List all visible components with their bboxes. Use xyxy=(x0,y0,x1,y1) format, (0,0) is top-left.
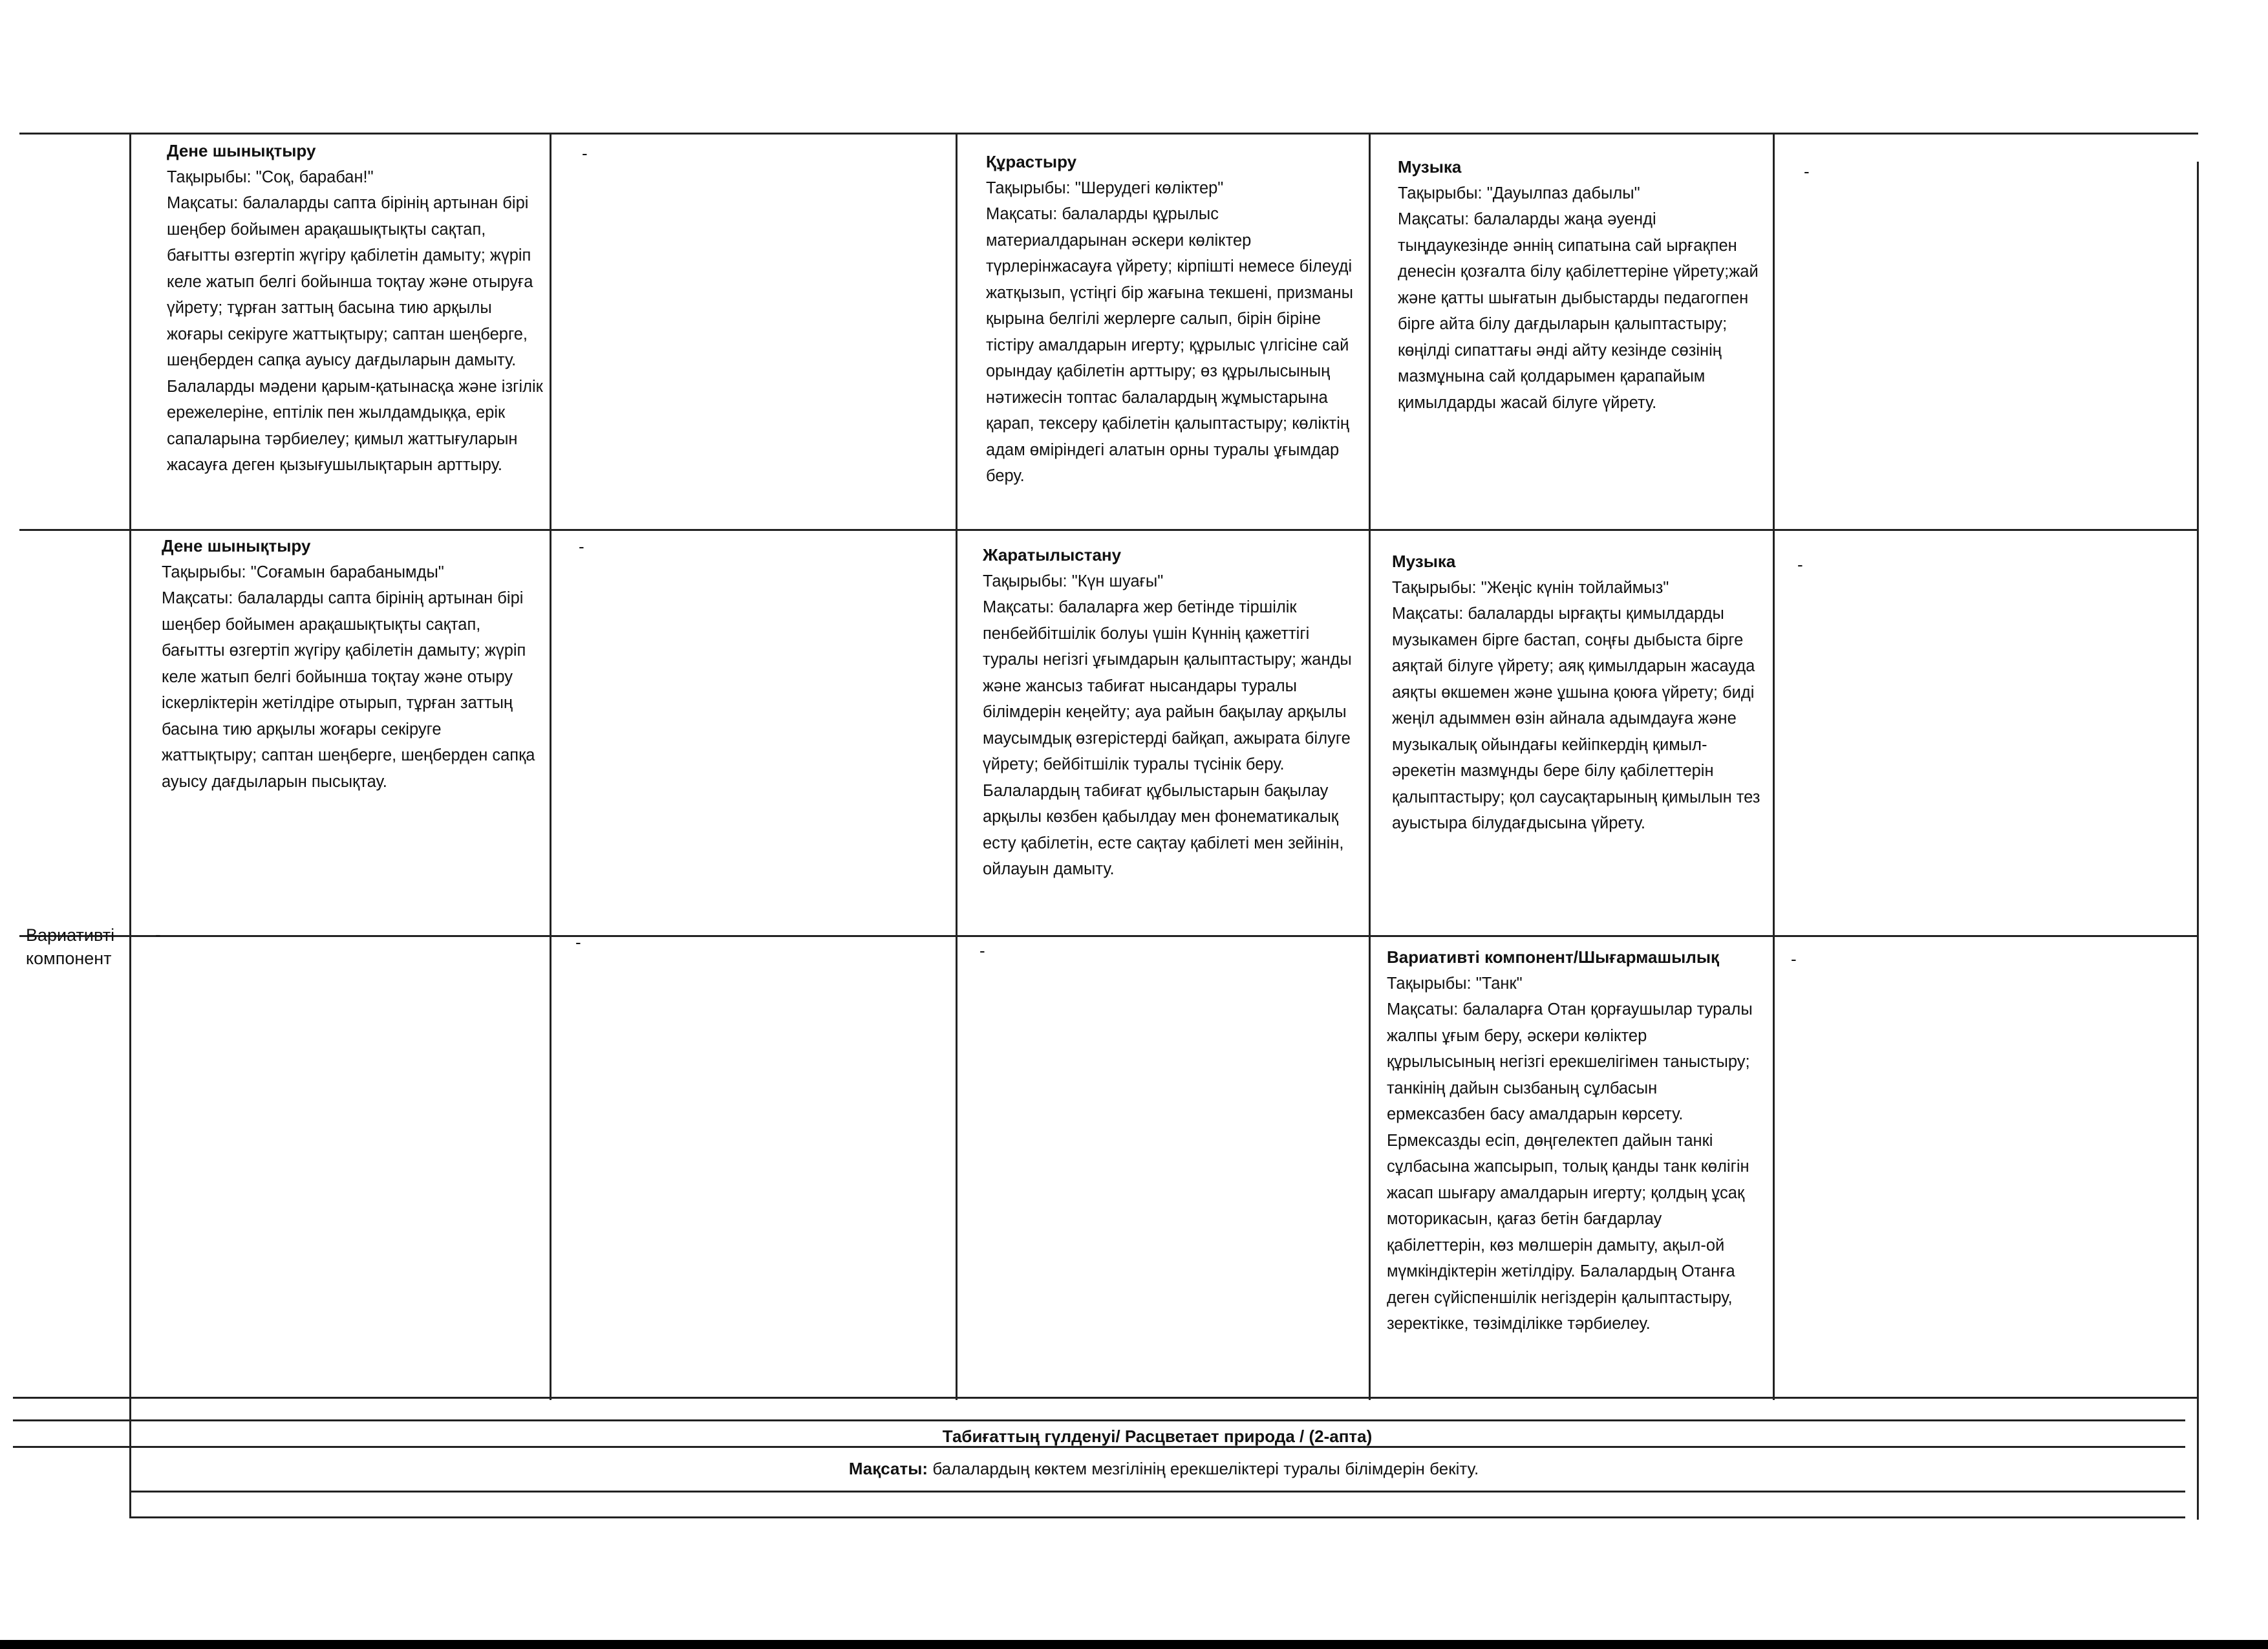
row-divider-1 xyxy=(19,529,2198,531)
lesson-cell xyxy=(1398,154,1770,416)
week-goal xyxy=(808,1458,1519,1480)
empty-cell-dash: - xyxy=(155,925,161,944)
lesson-goal: Мақсаты: балаларды сапта бірінің артынан бірі шеңбер бойымен арақашықтықты сақтап, бағытты өзгертіп жүгіру қабілетін дамыту; жүріп келе жатып белгі бойынша тоқтау және отыруға үйрету; тұрған заттың басына тию арқылы жоғары секіруге жаттықтыру; саптан шеңберге, шеңберден сапқа ауысу дағдыларын дамыту. Балаларды мәдени қарым-қатынасқа және ізгілік ережелеріне, ептілік пен жылдамдыққа, ерік сапаларына тәрбиелеу; қимыл жаттығуларын жасауға деген қызығушылықтарын арттыру. xyxy=(167,194,543,474)
lesson-cell xyxy=(983,542,1364,883)
col-divider-5 xyxy=(1773,133,1775,1400)
lesson-goal: Мақсаты: балаларға Отан қорғаушылар туралы жалпы ұғым беру, әскери көліктер құрылысының негізгі ерекшелігімен таныстыру; танкінің дайын сызбаның сұлбасын ермексазбен басу амалдарын көрсету. Ермексазды есіп, дөңгелектеп дайын танкі сұлбасына жапсырып, толық қанды танк көлігін жасап шығару амалдарын игерту; қолдың ұсақ моторикасын, қағаз бетін бағдарлау қабілеттерін, көз мөлшерін дамыту, ақыл-ой мүмкіндіктерін жетілдіру. Балалардың Отанға деген сүйіспеншілік негіздерін қалыптастыру, зеректікке, төзімділікке тәрбиелеу. xyxy=(1387,1000,1753,1333)
week-goal-text: балалардың көктем мезгілінің ерекшеліктері туралы білімдерін бекіту. xyxy=(932,1459,1479,1478)
lesson-topic: Тақырыбы: "Танк" xyxy=(1387,974,1523,993)
lesson-goal: Мақсаты: балаларды құрылыс материалдарынан әскери көліктер түрлерінжасауға үйрету; кірпішті немесе білеуді жатқызып, үстіңгі бір жағына текшені, призманы қырына белгілі жерлерге салып, бірін біріне тістіру амалдарын игерту; құрылыс үлгісіне сай орындау қабілетін арттыру; өз құрылысының нәтижесін топтас балалардың жұмыстарына қарап, тексеру қабілетін қалыптастыру; көліктің адам өміріндегі алатын орны туралы ұғымдар беру. xyxy=(986,205,1353,485)
lesson-subject: Музыка xyxy=(1398,157,1462,177)
col-divider-2 xyxy=(550,133,551,1400)
empty-cell-dash: - xyxy=(579,537,584,556)
col-divider-6 xyxy=(2197,162,2199,1520)
lesson-subject: Вариативті компонент/Шығармашылық xyxy=(1387,947,1720,967)
lesson-topic: Тақырыбы: "Соғамын барабанымды" xyxy=(162,563,444,581)
row-divider-6 xyxy=(129,1491,2185,1493)
empty-cell-dash: - xyxy=(979,941,985,960)
week-title: Табиғаттың гүлденуі/ Расцветает природа / (2-апта) xyxy=(942,1427,1373,1446)
empty-cell-dash: - xyxy=(582,144,588,163)
lesson-goal: Мақсаты: балаларды ырғақты қимылдарды музыкамен бірге бастап, соңғы дыбыста бірге аяқтай білуге үйрету; аяқ қимылдарын жасауда аяқты өкшемен және ұшына қоюға үйрету; биді жеңіл адыммен өзін айнала адымдауға және музыкалық ойындағы кейіпкердің қимыл-әрекетін мазмұнды бере білу қабілеттерін қалыптастыру; қол саусақтарының қимылын тез ауыстыра білудағдысына үйрету. xyxy=(1392,605,1760,832)
lesson-cell xyxy=(162,533,540,795)
lesson-subject: Жаратылыстану xyxy=(983,545,1122,565)
top-rule xyxy=(19,133,2198,135)
col-divider-1 xyxy=(129,133,131,1516)
lesson-goal: Мақсаты: балаларды сапта бірінің артынан бірі шеңбер бойымен арақашықтықты сақтап, бағытты өзгертіп жүгіру қабілетін дамыту; жүріп келе жатып белгі бойынша тоқтау және отыру іскерліктерін жетілдіре отырып, тұрған заттың басына тию арқылы жоғары секіруге жаттықтыру; саптан шеңберге, шеңберден сапқа ауысу дағдыларын пысықтау. xyxy=(162,589,535,791)
lesson-cell xyxy=(986,149,1364,490)
week-goal-label: Мақсаты: xyxy=(848,1459,928,1478)
lesson-subject: Дене шынықтыру xyxy=(162,536,311,555)
lesson-cell xyxy=(1387,944,1759,1337)
empty-cell-dash: - xyxy=(575,932,581,952)
row-label: Вариативті компонент xyxy=(26,925,115,968)
col-divider-4 xyxy=(1369,133,1371,1400)
lesson-topic: Тақырыбы: "Жеңіс күнін тойлаймыз" xyxy=(1392,578,1669,597)
lesson-cell xyxy=(1392,548,1770,837)
row-divider-4 xyxy=(13,1419,2185,1421)
lesson-topic: Тақырыбы: "Дауылпаз дабылы" xyxy=(1398,184,1640,202)
lesson-topic: Тақырыбы: "Соқ, барабан!" xyxy=(167,167,374,186)
lesson-topic: Тақырыбы: "Күн шуағы" xyxy=(983,572,1164,590)
lesson-topic: Тақырыбы: "Шерудегі көліктер" xyxy=(986,178,1224,197)
empty-cell-dash: - xyxy=(1797,555,1803,574)
lesson-subject: Дене шынықтыру xyxy=(167,141,316,160)
row-divider-3 xyxy=(13,1397,2198,1399)
lesson-goal: Мақсаты: балаларды жаңа әуенді тыңдаукезінде әннің сипатына сай ырғақпен денесін қозғалта білу қабілеттеріне үйрету;жай және қатты шығатын дыбыстарды педагогпен бірге айта білу дағдыларын қалыптастыру; көңілді сипаттағы әнді айту кезінде сөзінің мазмұнына сай қолдарымен қарапайым қимылдарды жасай білуге үйрету. xyxy=(1398,210,1759,412)
lesson-cell xyxy=(167,138,545,479)
row-divider-2 xyxy=(19,935,2198,937)
empty-cell-dash: - xyxy=(1804,162,1810,181)
empty-cell-dash: - xyxy=(1791,949,1797,969)
table-bottom xyxy=(129,1516,2185,1518)
lesson-subject: Музыка xyxy=(1392,552,1456,571)
lesson-goal: Мақсаты: балаларға жер бетінде тіршілік пенбейбітшілік болуы үшін Күннің қажеттігі туралы негізгі ұғымдарын қалыптастыру; жанды және жансыз табиғат нысандары туралы білімдерін кеңейту; ауа райын бақылау арқылы маусымдық өзгерістерді байқап, ажырата білуге үйрету; бейбітшілік туралы түсінік беру. Балалардың табиғат құбылыстарын бақылау арқылы көзбен қабылдау мен фонематикалық есту қабілетін, есте сақтау қабілеті мен зейінін, ойлауын дамыту. xyxy=(983,598,1352,878)
col-divider-3 xyxy=(956,133,957,1400)
scan-bottom-edge xyxy=(0,1640,2268,1649)
lesson-subject: Құрастыру xyxy=(986,152,1077,171)
